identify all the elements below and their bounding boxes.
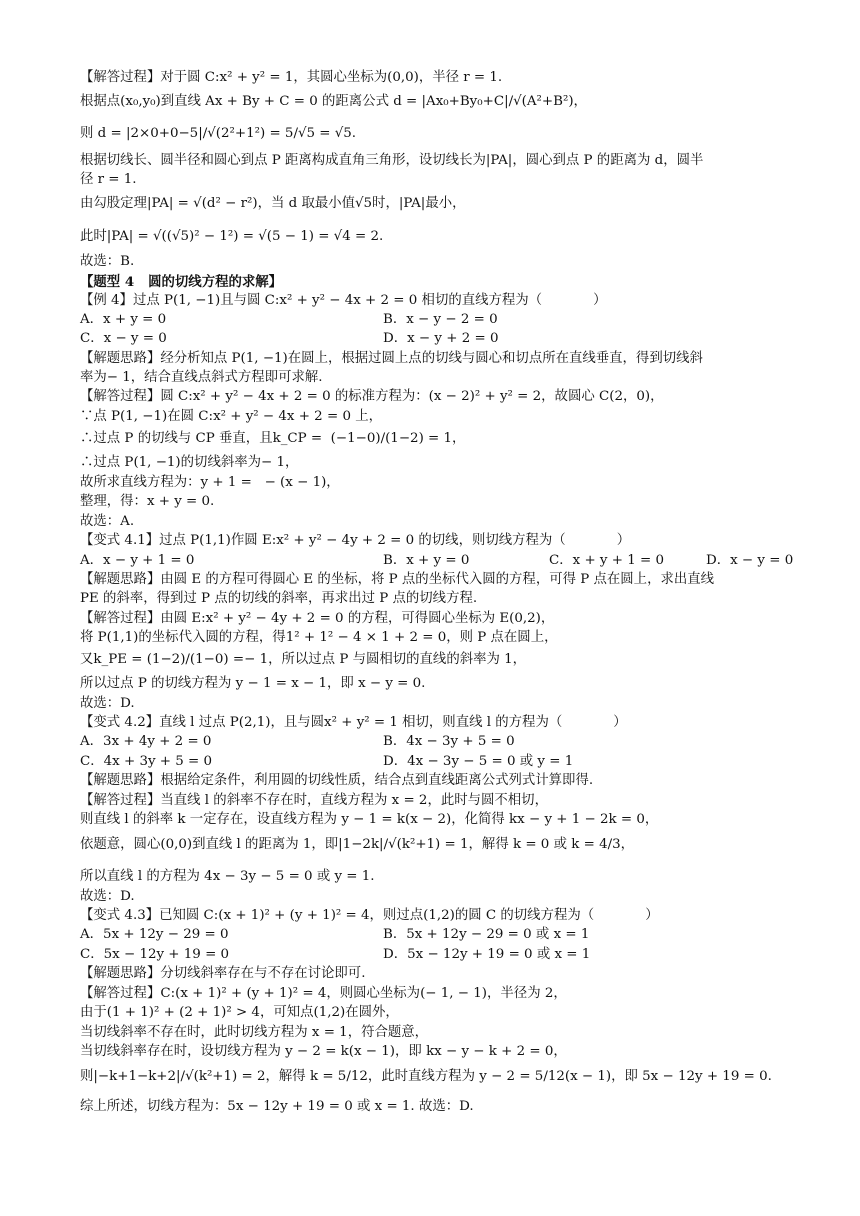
text-line [80,836,800,854]
text-line [80,330,800,348]
option-right: D．5x − 12y + 19 = 0 或 x = 1 [383,947,591,962]
line-text: 【变式 4.1】过点 P(1,1)作圆 E:x² + y² − 4y + 2 = 0 的切线，则切线方程为（ ） [80,533,631,548]
option: B．x + y = 0 [383,553,470,568]
line-text: 率为− 1，结合直线点斜式方程即可求解. [80,370,323,385]
text-line [80,195,800,213]
text-line [80,152,800,170]
option-right: D．x − y + 2 = 0 [383,331,499,346]
line-text: 当切线斜率存在时，设切线方程为 y − 2 = k(x − 1)，即 kx − y − k + 2 = 0， [80,1044,567,1059]
text-line [80,651,800,669]
text-line [80,292,800,310]
text-line [80,571,800,589]
option-right: B．4x − 3y + 5 = 0 [383,734,515,749]
text-line [80,311,800,329]
text-line [80,811,800,829]
text-line [80,454,800,472]
text-line [80,228,800,246]
text-line [80,350,800,368]
line-text: 【解答过程】圆 C:x² + y² − 4x + 2 = 0 的标准方程为：(x − 2)² + y² = 2，故圆心 C(2，0)， [80,389,664,404]
line-text: 所以直线 l 的方程为 4x − 3y − 5 = 0 或 y = 1. [80,869,375,884]
line-text: 根据点(x₀,y₀)到直线 Ax + By + C = 0 的距离公式 d = |Ax₀+By₀+C|/√(A²+B²)， [80,94,587,109]
line-text: 【例 4】过点 P(1, −1)且与圆 C:x² + y² − 4x + 2 = 0 相切的直线方程为（ ） [80,293,607,308]
line-text: 【解答过程】当直线 l 的斜率不存在时，直线方程为 x = 2，此时与圆不相切， [80,793,548,808]
text-line [80,552,800,570]
line-text: 故选：D. [80,696,135,711]
line-text: 又k_PE = (1−2)/(1−0) =− 1，所以过点 P 与圆相切的直线的斜率为 1， [80,652,527,667]
option: D．x − y = 0 [706,553,794,568]
line-text: 由勾股定理|PA| = √(d² − r²)，当 d 取最小值√5时，|PA|最小， [80,196,466,211]
text-line [80,888,800,906]
text-line [80,629,800,647]
text-line [80,733,800,751]
text-line [80,907,800,925]
line-text: 当切线斜率不存在时，此时切线方程为 x = 1，符合题意， [80,1025,429,1040]
text-line [80,1004,800,1022]
line-text: 故选：D. [80,889,135,904]
text-line [80,388,800,406]
text-line [80,772,800,790]
text-line [80,946,800,964]
line-text: 故选：A. [80,514,135,529]
text-line [80,926,800,944]
line-text: ∴过点 P 的切线与 CP 垂直，且k_CP = (−1−0)/(1−2) = 1， [80,431,466,446]
text-line [80,1098,800,1116]
line-text: 故选：B. [80,254,135,269]
text-line [80,532,800,550]
text-line [80,273,800,291]
line-text: 【变式 4.3】已知圆 C:(x + 1)² + (y + 1)² = 4，则过点(1,2)的圆 C 的切线方程为（ ） [80,908,659,923]
text-line [80,610,800,628]
line-text: 则直线 l 的斜率 k 一定存在，设直线方程为 y − 1 = k(x − 2)，化简得 kx − y + 1 − 2k = 0， [80,812,659,827]
line-text: 综上所述，切线方程为：5x − 12y + 19 = 0 或 x = 1. 故选：D. [80,1099,474,1114]
line-text: ∴过点 P(1, −1)的切线斜率为− 1， [80,455,299,470]
text-line [80,1068,800,1086]
text-line [80,753,800,771]
line-text: 则|−k+1−k+2|/√(k²+1) = 2，解得 k = 5/12，此时直线方程为 y − 2 = 5/12(x − 1)，即 5x − 12y + 19 = 0. [80,1069,772,1084]
text-line [80,430,800,448]
text-line [80,369,800,387]
line-text: 【解题思路】由圆 E 的方程可得圆心 E 的坐标，将 P 点的坐标代入圆的方程，可得 P 点在圆上，求出直线 [80,572,715,587]
text-line [80,965,800,983]
text-line [80,93,800,111]
text-line [80,985,800,1003]
text-line [80,1024,800,1042]
text-line [80,868,800,886]
text-line [80,513,800,531]
line-text: A．5x + 12y − 29 = 0 [80,927,229,942]
line-text: 此时|PA| = √((√5)² − 1²) = √(5 − 1) = √4 = 2. [80,229,384,244]
line-text: 根据切线长、圆半径和圆心到点 P 距离构成直角三角形，设切线长为|PA|，圆心到点 P 的距离为 d，圆半 [80,153,704,168]
text-line [80,474,800,492]
option-right: B．5x + 12y − 29 = 0 或 x = 1 [383,927,590,942]
line-text: 【解答过程】C:(x + 1)² + (y + 1)² = 4，则圆心坐标为(− 1, − 1)，半径为 2， [80,986,567,1001]
line-text: A．3x + 4y + 2 = 0 [80,734,212,749]
option-right: D．4x − 3y − 5 = 0 或 y = 1 [383,754,574,769]
line-text: C．5x − 12y + 19 = 0 [80,947,230,962]
text-line [80,171,800,189]
line-text: 【解答过程】由圆 E:x² + y² − 4y + 2 = 0 的方程，可得圆心坐标为 E(0,2)， [80,611,555,626]
text-line [80,493,800,511]
line-text: PE 的斜率，得到过 P 点的切线的斜率，再求出过 P 点的切线方程. [80,591,478,606]
text-line [80,590,800,608]
line-text: 【解题思路】经分析知点 P(1, −1)在圆上，根据过圆上点的切线与圆心和切点所在直线垂直，得到切线斜 [80,351,703,366]
option-right: B．x − y − 2 = 0 [383,312,498,327]
line-text: 整理，得：x + y = 0. [80,494,215,509]
line-text: 所以过点 P 的切线方程为 y − 1 = x − 1，即 x − y = 0. [80,676,426,691]
line-text: 则 d = |2×0+0−5|/√(2²+1²) = 5/√5 = √5. [80,126,357,141]
line-text: ∵点 P(1, −1)在圆 C:x² + y² − 4x + 2 = 0 上， [80,409,382,424]
line-text: 【题型 4 圆的切线方程的求解】 [80,274,283,290]
line-text: A．x − y + 1 = 0 [80,553,195,568]
text-line [80,675,800,693]
line-text: 故所求直线方程为：y + 1 = − (x − 1)， [80,475,340,490]
line-text: 【解题思路】分切线斜率存在与不存在讨论即可. [80,966,366,981]
text-line [80,125,800,143]
line-text: C．x − y = 0 [80,331,167,346]
text-line [80,714,800,732]
line-text: 【解答过程】对于圆 C:x² + y² = 1，其圆心坐标为(0,0)，半径 r = 1. [80,70,503,85]
line-text: 径 r = 1. [80,172,137,187]
line-text: 【变式 4.2】直线 l 过点 P(2,1)，且与圆x² + y² = 1 相切，则直线 l 的方程为（ ） [80,715,627,730]
text-line [80,1043,800,1061]
line-text: 将 P(1,1)的坐标代入圆的方程，得1² + 1² − 4 × 1 + 2 = 0，则 P 点在圆上， [80,630,558,645]
line-text: C．4x + 3y + 5 = 0 [80,754,213,769]
text-line [80,253,800,271]
option: C．x + y + 1 = 0 [549,553,664,568]
line-text: 由于(1 + 1)² + (2 + 1)² > 4，可知点(1,2)在圆外， [80,1005,399,1020]
line-text: 依题意，圆心(0,0)到直线 l 的距离为 1，即|1−2k|/√(k²+1) = 1，解得 k = 0 或 k = 4/3， [80,837,635,852]
line-text: A．x + y = 0 [80,312,167,327]
text-line [80,695,800,713]
text-line [80,69,800,87]
text-line [80,792,800,810]
line-text: 【解题思路】根据给定条件，利用圆的切线性质，结合点到直线距离公式列式计算即得. [80,773,594,788]
text-line [80,408,800,426]
